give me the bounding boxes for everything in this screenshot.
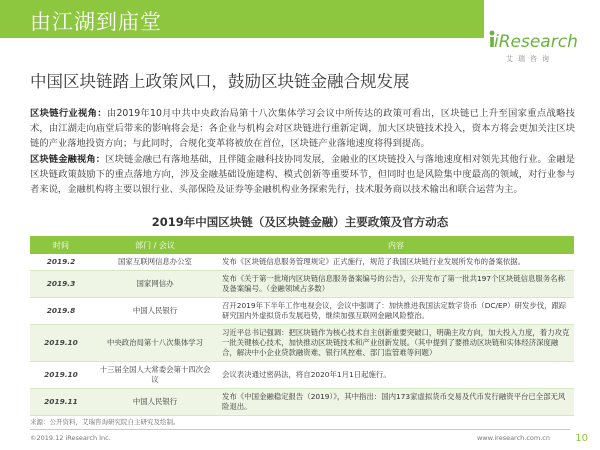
table-row [30, 298, 574, 325]
row-time: 2019.10 [30, 362, 92, 389]
row-content: 发布《关于第一批境内区块链信息服务备案编号的公告》，公开发布了第一批共197个区块链信息服务名称及备案编号。（金融领域占多数） [218, 271, 574, 298]
row-time: 2019.2 [30, 254, 92, 271]
column-header-time: 时间 [30, 236, 92, 254]
row-dept: 十三届全国人大常委会第十四次会议 [92, 362, 218, 389]
table-row [30, 325, 574, 362]
table-title: 2019年中国区块链（及区块链金融）主要政策及官方动态 [151, 215, 449, 229]
finance-paragraph [30, 152, 575, 198]
table-row [30, 271, 574, 298]
table-header-row [30, 236, 574, 254]
row-dept: 中央政治局第十八次集体学习 [92, 325, 218, 362]
policy-table [30, 236, 574, 416]
table-row [30, 389, 574, 416]
copyright-text: ©2019.12 iResearch Inc. [30, 434, 111, 442]
page-number: 10 [575, 433, 588, 444]
paragraph-text: 由2019年10月中共中央政治局第十八次集体学习会议中所传达的政策可看出，区块链已上升至国家重点战略技术，由江湖走向庙堂后带来的影响将会是：各企业与机构会对区块链进行重新定调，加大区块链技术投入，资本方将会更加关注区块链的产业落地投资方向；与此同时，合规化变革将被放在首位，区块链产业落地速度将得到提高。 [30, 108, 575, 150]
row-dept: 国家网信办 [92, 271, 218, 298]
row-dept: 中国人民银行 [92, 389, 218, 416]
source-note: 来源：公开资料，艾瑞咨询研究院自主研究及绘制。 [30, 418, 180, 426]
footer-divider [30, 429, 570, 430]
row-dept: 中国人民银行 [92, 298, 218, 325]
section-title: 由江湖到庙堂 [30, 10, 162, 34]
paragraph-lead: 区块链金融视角： [30, 154, 106, 165]
row-time: 2019.11 [30, 389, 92, 416]
row-content: 发布《区块链信息服务管理规定》正式施行，规范了我国区块链行业发展所发布的备案依据。 [218, 254, 574, 271]
row-dept: 国家互联网信息办公室 [92, 254, 218, 271]
page-headline: 中国区块链踏上政策风口，鼓励区块链金融合规发展 [30, 72, 410, 91]
table-row [30, 254, 574, 271]
paragraph-lead: 区块链行业视角： [30, 108, 107, 119]
industry-paragraph [30, 106, 575, 152]
iresearch-logo [484, 0, 600, 72]
column-header-content: 内容 [218, 236, 574, 254]
column-header-dept: 部门 / 会议 [92, 236, 218, 254]
row-time: 2019.8 [30, 298, 92, 325]
row-time: 2019.10 [30, 325, 92, 362]
logo-subtitle: 艾瑞咨询 [506, 55, 554, 63]
logo-text: iResearch [494, 32, 578, 52]
row-content: 习近平总书记强调：把区块链作为核心技术自主创新重要突破口，明确主攻方向，加大投入力度，着力攻克一批关键核心技术，加快推动区块链技术和产业创新发展。（其中提到了要推动区块链和实体经济深度融合，解决中小企业贷款融资难、银行风控难、部门监管难等问题） [218, 325, 574, 362]
paragraph-text: 区块链金融已有落地基础，且伴随金融科技协同发展，金融业的区块链投入与落地速度相对领先其他行业。金融是区块链政策鼓励下的重点落地方向，涉及金融基础设施建构、模式创新等重要环节，但同时也是风险集中度最高的领域，对行业参与者来说，金融机构将主要以银行业、头部保险及证券等金融机构业务探索先行，技术服务商以技术输出和联合运营为主。 [30, 154, 575, 196]
row-time: 2019.3 [30, 271, 92, 298]
table-row [30, 362, 574, 389]
row-content: 发布《中国金融稳定报告（2019）》，其中指出：国内173家虚拟货币交易及代币发行融资平台已全部无风险退出。 [218, 389, 574, 416]
row-content: 会议表决通过密码法，将自2020年1月1日起施行。 [218, 362, 574, 389]
row-content: 召开2019年下半年工作电视会议，会议中强调了：加快推进我国法定数字货币（DC/EP）研发步伐，跟踪研究国内外虚拟货币发展趋势，继续加强互联网金融风险整治。 [218, 298, 574, 325]
website-link[interactable]: www.iresearch.com.cn [476, 434, 550, 442]
